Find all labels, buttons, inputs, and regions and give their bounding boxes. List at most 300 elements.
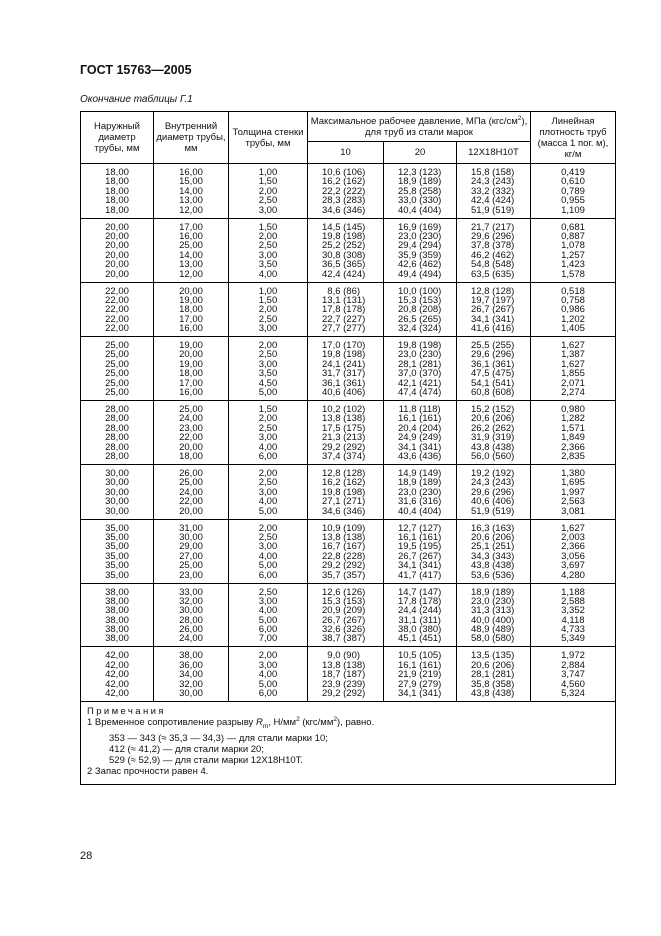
cell-value: 18,00 bbox=[105, 195, 129, 207]
cell-value: 34,1 (341) bbox=[398, 688, 442, 700]
cell-value: 26,7 (267) bbox=[398, 550, 442, 562]
cell-value: 54,8 (548) bbox=[471, 259, 515, 271]
cell-value: 28,1 (281) bbox=[471, 669, 515, 681]
cell-value: 3,697 bbox=[561, 560, 585, 572]
cell-linear-density bbox=[531, 583, 616, 647]
cell-value: 17,00 bbox=[179, 221, 203, 233]
cell-value: 0,518 bbox=[561, 285, 585, 297]
cell-value: 31,00 bbox=[179, 522, 203, 534]
cell-value: 2,003 bbox=[561, 531, 585, 543]
cell-value: 25,00 bbox=[105, 387, 129, 399]
cell-pressure-steel-20 bbox=[384, 401, 457, 465]
cell-value: 12,3 (123) bbox=[398, 167, 442, 178]
cell-value: 53,6 (536) bbox=[471, 569, 515, 581]
cell-value: 22,00 bbox=[105, 313, 129, 325]
cell-outer-diameter bbox=[81, 519, 154, 583]
cell-value: 2,00 bbox=[258, 185, 278, 197]
cell-outer-diameter bbox=[81, 647, 154, 702]
cell-value: 19,8 (198) bbox=[322, 349, 366, 361]
cell-value: 31,3 (313) bbox=[471, 605, 515, 617]
cell-pressure-steel-12x18n10t bbox=[457, 282, 531, 337]
cell-value: 0,887 bbox=[561, 230, 585, 242]
cell-value: 13,8 (138) bbox=[322, 659, 366, 671]
cell-value: 30,8 (308) bbox=[322, 249, 366, 261]
cell-value: 10,0 (100) bbox=[398, 285, 442, 297]
cell-value: 22,00 bbox=[105, 285, 129, 297]
cell-value: 16,00 bbox=[179, 167, 203, 178]
cell-value: 34,00 bbox=[179, 669, 203, 681]
cell-value: 3,00 bbox=[258, 249, 278, 261]
cell-value: 5,00 bbox=[258, 678, 278, 690]
cell-value: 2,50 bbox=[258, 586, 278, 598]
cell-value: 15,2 (152) bbox=[471, 404, 515, 416]
cell-value: 18,00 bbox=[105, 167, 129, 178]
cell-value: 19,2 (192) bbox=[471, 467, 515, 479]
cell-value: 33,00 bbox=[179, 586, 203, 598]
cell-value: 28,00 bbox=[105, 422, 129, 434]
cell-value: 3,00 bbox=[258, 358, 278, 370]
cell-value: 28,00 bbox=[105, 441, 129, 453]
cell-inner-diameter bbox=[154, 519, 229, 583]
cell-inner-diameter bbox=[154, 218, 229, 282]
table-row-group bbox=[81, 647, 616, 702]
cell-value: 20,00 bbox=[105, 259, 129, 271]
cell-value: 22,2 (222) bbox=[322, 185, 366, 197]
cell-value: 1,972 bbox=[561, 650, 585, 662]
cell-value: 42,00 bbox=[105, 688, 129, 700]
cell-value: 24,3 (243) bbox=[471, 477, 515, 489]
cell-value: 4,00 bbox=[258, 496, 278, 508]
cell-inner-diameter bbox=[154, 401, 229, 465]
cell-value: 26,7 (267) bbox=[322, 614, 366, 626]
cell-value: 32,6 (326) bbox=[322, 624, 366, 636]
cell-value: 21,9 (219) bbox=[398, 669, 442, 681]
cell-value: 20,00 bbox=[179, 505, 203, 517]
cell-value: 46,2 (462) bbox=[471, 249, 515, 261]
cell-value: 26,00 bbox=[179, 624, 203, 636]
note-1: 1 Временное сопротивление разрыву $R_m$, $Н/мм^2$ $(кгс/мм^2)$, равно. bbox=[87, 716, 375, 731]
cell-value: 30,00 bbox=[179, 531, 203, 543]
cell-value: 4,00 bbox=[258, 268, 278, 280]
cell-value: 4,118 bbox=[561, 614, 585, 626]
cell-value: 23,00 bbox=[179, 569, 203, 581]
cell-value: 23,0 (230) bbox=[398, 230, 442, 242]
cell-value: 13,8 (138) bbox=[322, 413, 366, 425]
cell-value: 25,00 bbox=[105, 349, 129, 361]
cell-pressure-steel-10 bbox=[308, 583, 384, 647]
cell-value: 42,4 (424) bbox=[322, 268, 366, 280]
cell-value: 36,1 (361) bbox=[322, 377, 366, 389]
cell-value: 2,50 bbox=[258, 477, 278, 489]
cell-value: 1,282 bbox=[561, 413, 585, 425]
cell-value: 38,00 bbox=[179, 650, 203, 662]
cell-value: 20,00 bbox=[179, 349, 203, 361]
cell-value: 16,9 (169) bbox=[398, 221, 442, 233]
cell-value: 2,00 bbox=[258, 304, 278, 316]
cell-outer-diameter bbox=[81, 282, 154, 337]
cell-value: 2,50 bbox=[258, 349, 278, 361]
cell-value: 24,4 (244) bbox=[398, 605, 442, 617]
cell-value: 37,4 (374) bbox=[322, 450, 366, 462]
cell-value: 6,00 bbox=[258, 688, 278, 700]
cell-value: 29,2 (292) bbox=[322, 560, 366, 572]
cell-value: 2,00 bbox=[258, 467, 278, 479]
notes-block bbox=[81, 702, 616, 785]
cell-value: 12,6 (126) bbox=[322, 586, 366, 598]
cell-value: 25,00 bbox=[179, 404, 203, 416]
cell-value: 25,8 (258) bbox=[398, 185, 442, 197]
cell-value: 35,00 bbox=[105, 531, 129, 543]
cell-value: 15,3 (153) bbox=[398, 294, 442, 306]
cell-value: 49,4 (494) bbox=[398, 268, 442, 280]
cell-pressure-steel-10 bbox=[308, 464, 384, 519]
cell-value: 3,00 bbox=[258, 432, 278, 444]
note-1-steel-10: 353 — 343 (≈ 35,3 — 34,3) — для стали марки 10; bbox=[109, 732, 328, 744]
cell-value: 3,081 bbox=[561, 505, 585, 517]
cell-value: 2,00 bbox=[258, 340, 278, 352]
table-caption: Окончание таблицы Г.1 bbox=[80, 94, 193, 105]
cell-value: 4,00 bbox=[258, 605, 278, 617]
cell-value: 1,571 bbox=[561, 422, 585, 434]
cell-value: 18,00 bbox=[179, 450, 203, 462]
cell-value: 26,5 (265) bbox=[398, 313, 442, 325]
cell-linear-density bbox=[531, 337, 616, 401]
cell-value: 27,9 (279) bbox=[398, 678, 442, 690]
cell-value: 42,1 (421) bbox=[398, 377, 442, 389]
cell-pressure-steel-12x18n10t bbox=[457, 164, 531, 219]
cell-value: 5,00 bbox=[258, 387, 278, 399]
cell-value: 3,00 bbox=[258, 204, 278, 216]
cell-value: 35,7 (357) bbox=[322, 569, 366, 581]
cell-value: 1,380 bbox=[561, 467, 585, 479]
cell-value: 4,280 bbox=[561, 569, 585, 581]
note-2: 2 Запас прочности равен 4. bbox=[87, 766, 209, 778]
cell-value: 25,2 (252) bbox=[322, 240, 366, 252]
cell-pressure-steel-12x18n10t bbox=[457, 647, 531, 702]
col-header-wall-thickness: Толщина стенки трубы, мм bbox=[229, 112, 308, 164]
cell-value: 13,00 bbox=[179, 259, 203, 271]
cell-value: 13,8 (138) bbox=[322, 531, 366, 543]
cell-value: 45,1 (451) bbox=[398, 633, 442, 645]
cell-inner-diameter bbox=[154, 464, 229, 519]
cell-value: 4,00 bbox=[258, 550, 278, 562]
cell-value: 43,6 (436) bbox=[398, 450, 442, 462]
notes-title: Примечания bbox=[87, 706, 166, 718]
cell-value: 56,0 (560) bbox=[471, 450, 515, 462]
cell-value: 16,1 (161) bbox=[398, 531, 442, 543]
cell-value: 3,352 bbox=[561, 605, 585, 617]
cell-value: 35,8 (358) bbox=[471, 678, 515, 690]
cell-value: 12,7 (127) bbox=[398, 522, 442, 534]
cell-value: 40,6 (406) bbox=[471, 496, 515, 508]
cell-value: 40,4 (404) bbox=[398, 505, 442, 517]
cell-value: 23,0 (230) bbox=[471, 595, 515, 607]
cell-value: 8,6 (86) bbox=[327, 285, 361, 297]
cell-value: 30,00 bbox=[105, 477, 129, 489]
cell-value: 4,560 bbox=[561, 678, 585, 690]
cell-value: 2,588 bbox=[561, 595, 585, 607]
cell-value: 2,884 bbox=[561, 659, 585, 671]
cell-value: 0,980 bbox=[561, 404, 585, 416]
cell-value: 4,50 bbox=[258, 377, 278, 389]
cell-value: 1,50 bbox=[258, 404, 278, 416]
cell-wall-thickness bbox=[229, 401, 308, 465]
cell-value: 33,2 (332) bbox=[471, 185, 515, 197]
cell-value: 2,274 bbox=[561, 387, 585, 399]
cell-value: 34,6 (346) bbox=[322, 204, 366, 216]
cell-linear-density bbox=[531, 218, 616, 282]
cell-value: 3,00 bbox=[258, 541, 278, 553]
cell-value: 17,00 bbox=[179, 377, 203, 389]
table-row-group bbox=[81, 519, 616, 583]
cell-value: 1,855 bbox=[561, 368, 585, 380]
cell-value: 34,1 (341) bbox=[471, 313, 515, 325]
col-header-max-pressure: Максимальное рабочее давление, МПа $(кгс/см^2)$, для труб из стали марок bbox=[308, 112, 531, 142]
cell-value: 17,8 (178) bbox=[398, 595, 442, 607]
cell-value: 1,997 bbox=[561, 486, 585, 498]
cell-value: 26,7 (267) bbox=[471, 304, 515, 316]
cell-value: 20,6 (206) bbox=[471, 531, 515, 543]
cell-value: 16,00 bbox=[179, 230, 203, 242]
cell-value: 3,00 bbox=[258, 486, 278, 498]
cell-value: 24,00 bbox=[179, 413, 203, 425]
cell-value: 37,8 (378) bbox=[471, 240, 515, 252]
cell-value: 1,202 bbox=[561, 313, 585, 325]
cell-pressure-steel-20 bbox=[384, 164, 457, 219]
cell-value: 38,00 bbox=[105, 595, 129, 607]
cell-value: 19,8 (198) bbox=[398, 340, 442, 352]
cell-value: 2,50 bbox=[258, 422, 278, 434]
cell-value: 38,00 bbox=[105, 633, 129, 645]
cell-value: 16,1 (161) bbox=[398, 413, 442, 425]
cell-value: 21,7 (217) bbox=[471, 221, 515, 233]
cell-value: 2,00 bbox=[258, 650, 278, 662]
cell-value: 40,6 (406) bbox=[322, 387, 366, 399]
cell-value: 36,5 (365) bbox=[322, 259, 366, 271]
cell-value: 18,9 (189) bbox=[471, 586, 515, 598]
page-number: 28 bbox=[80, 850, 93, 862]
cell-value: 19,8 (198) bbox=[322, 486, 366, 498]
cell-value: 41,6 (416) bbox=[471, 323, 515, 335]
cell-value: 19,5 (195) bbox=[398, 541, 442, 553]
cell-pressure-steel-10 bbox=[308, 164, 384, 219]
cell-value: 25,00 bbox=[105, 358, 129, 370]
cell-value: 36,1 (361) bbox=[471, 358, 515, 370]
cell-value: 5,00 bbox=[258, 505, 278, 517]
cell-value: 2,50 bbox=[258, 313, 278, 325]
cell-value: 20,9 (209) bbox=[322, 605, 366, 617]
table-row-group bbox=[81, 164, 616, 219]
cell-value: 3,00 bbox=[258, 595, 278, 607]
cell-value: 14,9 (149) bbox=[398, 467, 442, 479]
cell-value: 30,00 bbox=[179, 688, 203, 700]
cell-value: 5,00 bbox=[258, 560, 278, 572]
cell-value: 20,00 bbox=[105, 221, 129, 233]
cell-value: 1,00 bbox=[258, 285, 278, 297]
cell-pressure-steel-12x18n10t bbox=[457, 519, 531, 583]
cell-value: 26,00 bbox=[179, 467, 203, 479]
cell-value: 42,00 bbox=[105, 659, 129, 671]
cell-value: 25,00 bbox=[179, 477, 203, 489]
cell-value: 35,00 bbox=[105, 541, 129, 553]
cell-value: 17,8 (178) bbox=[322, 304, 366, 316]
cell-wall-thickness bbox=[229, 282, 308, 337]
cell-value: 18,00 bbox=[105, 176, 129, 188]
cell-value: 27,00 bbox=[179, 550, 203, 562]
cell-value: 34,6 (346) bbox=[322, 505, 366, 517]
table-row-group bbox=[81, 282, 616, 337]
cell-value: 20,00 bbox=[179, 441, 203, 453]
cell-value: 51,9 (519) bbox=[471, 505, 515, 517]
cell-value: 4,00 bbox=[258, 441, 278, 453]
cell-value: 37,0 (370) bbox=[398, 368, 442, 380]
cell-value: 22,8 (228) bbox=[322, 550, 366, 562]
cell-pressure-steel-20 bbox=[384, 282, 457, 337]
cell-value: 35,00 bbox=[105, 560, 129, 572]
cell-value: 1,188 bbox=[561, 586, 585, 598]
cell-value: 24,9 (249) bbox=[398, 432, 442, 444]
cell-value: 1,695 bbox=[561, 477, 585, 489]
cell-value: 4,733 bbox=[561, 624, 585, 636]
cell-pressure-steel-10 bbox=[308, 218, 384, 282]
cell-value: 10,5 (105) bbox=[398, 650, 442, 662]
cell-value: 18,9 (189) bbox=[398, 176, 442, 188]
cell-wall-thickness bbox=[229, 218, 308, 282]
cell-value: 1,627 bbox=[561, 340, 585, 352]
cell-value: 29,6 (296) bbox=[471, 230, 515, 242]
cell-value: 1,109 bbox=[561, 204, 585, 216]
cell-outer-diameter bbox=[81, 337, 154, 401]
cell-value: 2,366 bbox=[561, 441, 585, 453]
col-header-steel-10: 10 bbox=[308, 142, 384, 164]
cell-value: 6,00 bbox=[258, 624, 278, 636]
cell-value: 43,8 (438) bbox=[471, 560, 515, 572]
cell-value: 43,8 (438) bbox=[471, 441, 515, 453]
cell-value: 38,00 bbox=[105, 586, 129, 598]
cell-value: 41,7 (417) bbox=[398, 569, 442, 581]
cell-value: 16,3 (163) bbox=[471, 522, 515, 534]
cell-value: 23,9 (239) bbox=[322, 678, 366, 690]
cell-value: 20,00 bbox=[105, 268, 129, 280]
cell-value: 25,00 bbox=[105, 368, 129, 380]
cell-linear-density bbox=[531, 164, 616, 219]
cell-value: 2,50 bbox=[258, 195, 278, 207]
document-header: ГОСТ 15763—2005 bbox=[80, 63, 192, 77]
cell-value: 14,5 (145) bbox=[322, 221, 366, 233]
cell-value: 28,00 bbox=[105, 432, 129, 444]
cell-pressure-steel-10 bbox=[308, 647, 384, 702]
cell-wall-thickness bbox=[229, 647, 308, 702]
cell-linear-density bbox=[531, 647, 616, 702]
cell-value: 22,7 (227) bbox=[322, 313, 366, 325]
cell-value: 0,955 bbox=[561, 195, 585, 207]
cell-value: 31,1 (311) bbox=[398, 614, 441, 626]
cell-value: 36,00 bbox=[179, 659, 203, 671]
cell-value: 19,00 bbox=[179, 294, 203, 306]
cell-value: 58,0 (580) bbox=[471, 633, 515, 645]
cell-value: 31,9 (319) bbox=[471, 432, 515, 444]
cell-pressure-steel-12x18n10t bbox=[457, 464, 531, 519]
cell-value: 1,257 bbox=[561, 249, 585, 261]
col-header-inner-diameter: Внутренний диаметр трубы, мм bbox=[154, 112, 229, 164]
cell-value: 18,7 (187) bbox=[322, 669, 366, 681]
cell-value: 28,00 bbox=[105, 413, 129, 425]
cell-value: 2,00 bbox=[258, 522, 278, 534]
cell-value: 30,00 bbox=[105, 467, 129, 479]
cell-value: 35,00 bbox=[105, 522, 129, 534]
cell-value: 17,5 (175) bbox=[322, 422, 366, 434]
cell-value: 3,50 bbox=[258, 259, 278, 271]
cell-value: 18,9 (189) bbox=[398, 477, 442, 489]
cell-value: 32,00 bbox=[179, 595, 203, 607]
cell-pressure-steel-10 bbox=[308, 337, 384, 401]
cell-value: 3,747 bbox=[561, 669, 585, 681]
cell-inner-diameter bbox=[154, 583, 229, 647]
cell-value: 1,078 bbox=[561, 240, 585, 252]
cell-value: 25,5 (255) bbox=[471, 340, 515, 352]
cell-value: 16,00 bbox=[179, 323, 203, 335]
cell-value: 42,6 (462) bbox=[398, 259, 442, 271]
cell-value: 1,50 bbox=[258, 294, 278, 306]
cell-value: 12,00 bbox=[179, 204, 203, 216]
cell-value: 19,00 bbox=[179, 340, 203, 352]
cell-value: 1,00 bbox=[258, 167, 278, 178]
cell-value: 5,00 bbox=[258, 614, 278, 626]
cell-value: 29,6 (296) bbox=[471, 349, 515, 361]
cell-value: 6,00 bbox=[258, 450, 278, 462]
cell-value: 30,00 bbox=[105, 486, 129, 498]
cell-value: 7,00 bbox=[258, 633, 278, 645]
cell-value: 5,349 bbox=[561, 633, 585, 645]
table-body bbox=[81, 164, 616, 702]
cell-wall-thickness bbox=[229, 164, 308, 219]
col-header-linear-density: Линейная плотность труб (масса 1 пог. м), кг/м bbox=[531, 112, 616, 164]
cell-value: 14,00 bbox=[179, 185, 203, 197]
col-header-steel-20: 20 bbox=[384, 142, 457, 164]
cell-value: 16,1 (161) bbox=[398, 659, 442, 671]
cell-value: 18,00 bbox=[105, 185, 129, 197]
cell-value: 2,50 bbox=[258, 531, 278, 543]
table-row-group bbox=[81, 464, 616, 519]
cell-pressure-steel-12x18n10t bbox=[457, 337, 531, 401]
col-header-steel-12x18n10t: 12Х18Н10Т bbox=[457, 142, 531, 164]
cell-pressure-steel-20 bbox=[384, 464, 457, 519]
cell-wall-thickness bbox=[229, 583, 308, 647]
cell-value: 38,00 bbox=[105, 624, 129, 636]
cell-outer-diameter bbox=[81, 218, 154, 282]
cell-value: 20,4 (204) bbox=[398, 422, 442, 434]
cell-pressure-steel-20 bbox=[384, 647, 457, 702]
cell-value: 1,627 bbox=[561, 522, 585, 534]
cell-value: 1,50 bbox=[258, 221, 278, 233]
cell-value: 23,00 bbox=[179, 422, 203, 434]
cell-inner-diameter bbox=[154, 647, 229, 702]
cell-value: 30,00 bbox=[179, 605, 203, 617]
cell-value: 13,00 bbox=[179, 195, 203, 207]
cell-value: 54,1 (541) bbox=[471, 377, 515, 389]
cell-value: 48,9 (489) bbox=[471, 624, 515, 636]
cell-value: 31,7 (317) bbox=[322, 368, 366, 380]
note-1-steel-20: 412 (≈ 41,2) — для стали марки 20; bbox=[109, 743, 264, 755]
cell-value: 4,00 bbox=[258, 669, 278, 681]
cell-value: 19,00 bbox=[179, 358, 203, 370]
cell-value: 16,7 (167) bbox=[322, 541, 366, 553]
cell-value: 14,00 bbox=[179, 249, 203, 261]
cell-value: 20,00 bbox=[179, 285, 203, 297]
cell-value: 14,7 (147) bbox=[398, 586, 442, 598]
cell-value: 38,0 (380) bbox=[398, 624, 442, 636]
cell-value: 60,8 (608) bbox=[471, 387, 515, 399]
